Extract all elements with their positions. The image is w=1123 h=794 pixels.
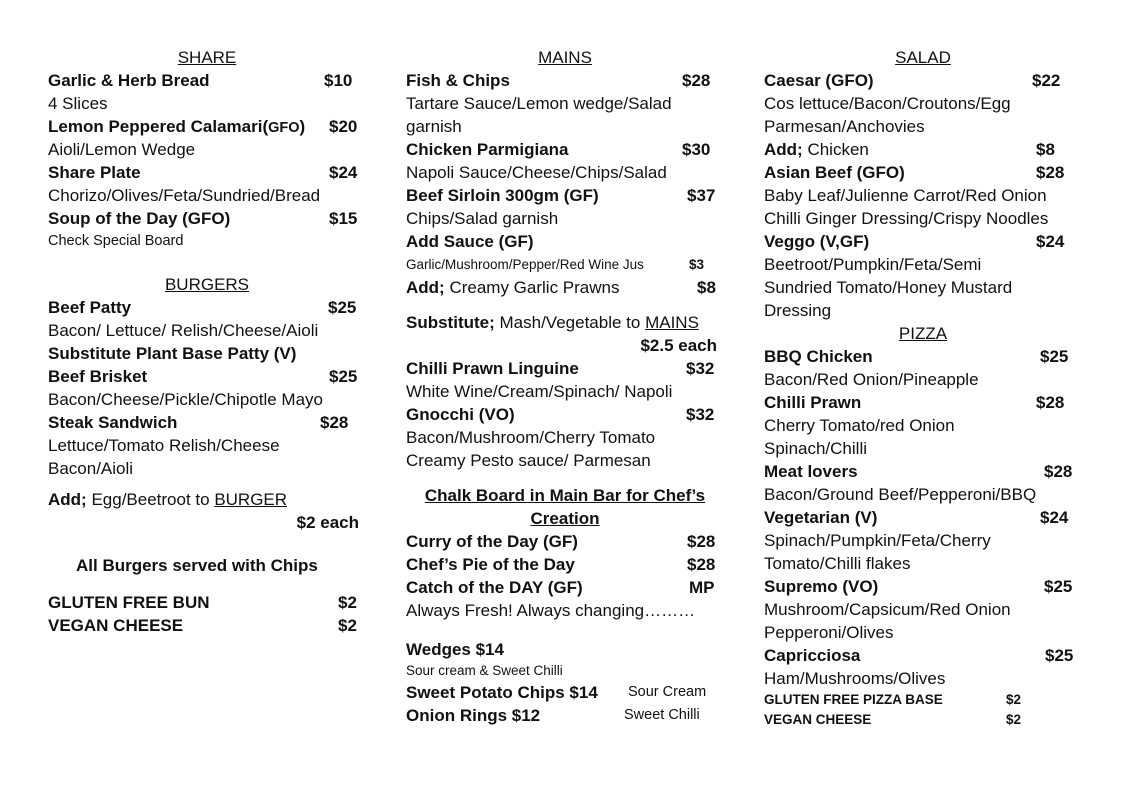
item-name: Steak Sandwich [48,413,178,432]
item-price: $3 [689,257,705,272]
substitute-price: $2.5 each [640,336,717,355]
item-price: $15 [329,209,358,228]
item-price: $24 [1040,508,1069,527]
sauce-options: Garlic/Mushroom/Pepper/Red Wine Jus [406,257,644,272]
substitute-item [406,311,724,334]
caesar-desc: Cos lettuce/Bacon/Croutons/Egg [764,94,1011,113]
mains-heading: MAINS [538,48,592,67]
item-price: $20 [329,117,358,136]
vegan-cheese-item [48,614,366,637]
salad-heading: SALAD [895,48,951,67]
item-price: $22 [1032,71,1061,90]
meat-lovers-item [764,460,1082,483]
item-name: Chilli Prawn Linguine [406,359,579,378]
add-link: BURGER [214,490,288,509]
item-name: Chicken Parmigiana [406,140,569,159]
item-price: $10 [324,71,353,90]
gfo-tag: GFO [268,120,300,136]
item-price: $25 [1044,577,1073,596]
gf-bun-item [48,591,366,614]
item-price: $2 [1006,712,1022,727]
chalk-board-title: Creation [530,509,600,528]
item-price: $28 [682,71,711,90]
item-price: $30 [682,140,711,159]
add-label: Add; [406,278,445,297]
salad-pizza-column [764,46,1082,730]
soup-desc: Check Special Board [48,233,184,249]
item-price: $28 [320,413,349,432]
burger-addon-price: $2 each [296,513,359,532]
veggo-desc: Sundried Tomato/Honey Mustard [764,278,1013,297]
share-heading: SHARE [177,48,237,67]
item-price: $8 [1036,140,1055,159]
catch-item [406,576,724,599]
item-side: Sweet Chilli [624,707,700,723]
sweet-potato-item [406,681,724,704]
chilli-prawn-item [764,391,1082,414]
add-label: Add; [48,490,87,509]
item-price: $2 [338,616,357,635]
item-price: $2 [1006,692,1022,707]
chilli-prawn-desc: Cherry Tomato/red Onion [764,416,955,435]
mains-column [406,46,724,727]
add-label: Add; [764,140,803,159]
item-name: Capricciosa [764,646,861,665]
item-price: $25 [1040,347,1069,366]
item-price: $28 [1036,393,1065,412]
veggo-item [764,230,1082,253]
item-name: Veggo (V,GF) [764,232,870,251]
veggo-desc: Beetroot/Pumpkin/Feta/Semi [764,255,982,274]
item-name: Fish & Chips [406,71,510,90]
item-price: $24 [329,163,358,182]
steak-sandwich-item [48,411,366,434]
beef-brisket-desc: Bacon/Cheese/Pickle/Chipotle Mayo [48,390,323,409]
item-name: Chilli Prawn [764,393,862,412]
gnocchi-desc: Creamy Pesto sauce/ Parmesan [406,451,651,470]
beef-patty-desc: Bacon/ Lettuce/ Relish/Cheese/Aioli [48,321,319,340]
item-name: VEGAN CHEESE [48,616,184,635]
item-price: $32 [686,359,715,378]
vegetarian-item [764,506,1082,529]
sub-link: MAINS [645,313,699,332]
beef-patty-item [48,296,366,319]
item-name: Caesar (GFO) [764,71,874,90]
item-name: Catch of the DAY (GF) [406,578,583,597]
chalk-board-title: Chalk Board in Main Bar for Chef’s [424,486,706,505]
gf-pizza-base-item [764,690,1082,710]
item-name-close: ) [299,117,306,136]
item-price: $32 [686,405,715,424]
burgers-heading: BURGERS [164,275,250,294]
parmigiana-item [406,138,724,161]
steak-sandwich-desc: Lettuce/Tomato Relish/Cheese [48,436,280,455]
add-prawns-item [406,276,724,299]
onion-rings-item [406,704,724,727]
linguine-item [406,357,724,380]
always-fresh-note: Always Fresh! Always changing……… [406,601,696,620]
item-name: GLUTEN FREE BUN [48,593,210,612]
add-text: Egg/Beetroot to [86,490,215,509]
sirloin-desc: Chips/Salad garnish [406,209,559,228]
asian-beef-desc: Baby Leaf/Julienne Carrot/Red Onion [764,186,1047,205]
item-price: $25 [329,367,358,386]
item-price: MP [689,578,715,597]
garlic-bread-item [48,69,366,92]
fish-chips-desc: Tartare Sauce/Lemon wedge/Salad [406,94,672,113]
vegetarian-desc: Spinach/Pumpkin/Feta/Cherry [764,531,991,550]
pizza-vegan-cheese-item [764,710,1082,730]
item-price: $28 [1036,163,1065,182]
item-name: Soup of the Day (GFO) [48,209,231,228]
item-name: Lemon Peppered Calamari( [48,117,269,136]
asian-beef-desc: Chilli Ginger Dressing/Crispy Noodles [764,209,1049,228]
item-name: Chef’s Pie of the Day [406,555,575,574]
item-name: Beef Brisket [48,367,148,386]
veggo-desc: Dressing [764,301,832,320]
item-side: Sour Cream [628,684,707,700]
item-name: VEGAN CHEESE [764,712,872,727]
item-price: $25 [328,298,357,317]
item-name: Onion Rings $12 [406,706,541,725]
supremo-desc: Mushroom/Capsicum/Red Onion [764,600,1011,619]
asian-beef-item [764,161,1082,184]
item-price: $25 [1045,646,1074,665]
item-price: $28 [1044,462,1073,481]
chilli-prawn-desc: Spinach/Chilli [764,439,867,458]
fish-chips-desc: garnish [406,117,462,136]
curry-item [406,530,724,553]
item-name: Beef Patty [48,298,132,317]
calamari-item [48,115,366,138]
parmigiana-desc: Napoli Sauce/Cheese/Chips/Salad [406,163,667,182]
soup-item [48,207,366,230]
fish-chips-item [406,69,724,92]
item-name: GLUTEN FREE PIZZA BASE [764,692,943,707]
add-sauce-desc [406,253,724,276]
item-name: Curry of the Day (GF) [406,532,578,551]
beef-brisket-item [48,365,366,388]
calamari-desc: Aioli/Lemon Wedge [48,140,196,159]
wedges-desc: Sour cream & Sweet Chilli [406,663,563,678]
item-name: Meat lovers [764,462,858,481]
item-price: $28 [687,555,716,574]
pizza-heading: PIZZA [898,324,948,343]
item-price: $37 [687,186,716,205]
wedges-item: Wedges $14 [406,640,504,659]
add-sauce-item: Add Sauce (GF) [406,232,534,251]
share-plate-item [48,161,366,184]
steak-sandwich-desc: Bacon/Aioli [48,459,134,478]
capricciosa-desc: Ham/Mushrooms/Olives [764,669,946,688]
gnocchi-item [406,403,724,426]
bbq-chicken-desc: Bacon/Red Onion/Pineapple [764,370,979,389]
item-price: $28 [687,532,716,551]
sub-label: Substitute; [406,313,495,332]
supremo-desc: Pepperoni/Olives [764,623,894,642]
share-burgers-column [48,46,366,637]
item-name: Garlic & Herb Bread [48,71,210,90]
add-text: Chicken [802,140,869,159]
caesar-desc: Parmesan/Anchovies [764,117,925,136]
item-price: $8 [697,278,716,297]
sub-text: Mash/Vegetable to [494,313,646,332]
meat-lovers-desc: Bacon/Ground Beef/Pepperoni/BBQ [764,485,1037,504]
vegetarian-desc: Tomato/Chilli flakes [764,554,911,573]
capricciosa-item [764,644,1082,667]
item-price: $2 [338,593,357,612]
add-text: Creamy Garlic Prawns [444,278,620,297]
item-name: Beef Sirloin 300gm (GF) [406,186,599,205]
burger-addon [48,488,366,511]
item-price: $24 [1036,232,1065,251]
item-name: Gnocchi (VO) [406,405,515,424]
burgers-note: All Burgers served with Chips [76,556,318,575]
item-name: Sweet Potato Chips $14 [406,683,598,702]
item-name: Share Plate [48,163,141,182]
gnocchi-desc: Bacon/Mushroom/Cherry Tomato [406,428,656,447]
garlic-bread-desc: 4 Slices [48,94,108,113]
plant-patty-item: Substitute Plant Base Patty (V) [48,344,297,363]
sirloin-item [406,184,724,207]
item-name: BBQ Chicken [764,347,873,366]
supremo-item [764,575,1082,598]
add-chicken-item [764,138,1082,161]
caesar-item [764,69,1082,92]
item-name: Asian Beef (GFO) [764,163,905,182]
item-name: Vegetarian (V) [764,508,878,527]
item-name: Supremo (VO) [764,577,879,596]
share-plate-desc: Chorizo/Olives/Feta/Sundried/Bread [48,186,321,205]
bbq-chicken-item [764,345,1082,368]
pie-item [406,553,724,576]
linguine-desc: White Wine/Cream/Spinach/ Napoli [406,382,673,401]
